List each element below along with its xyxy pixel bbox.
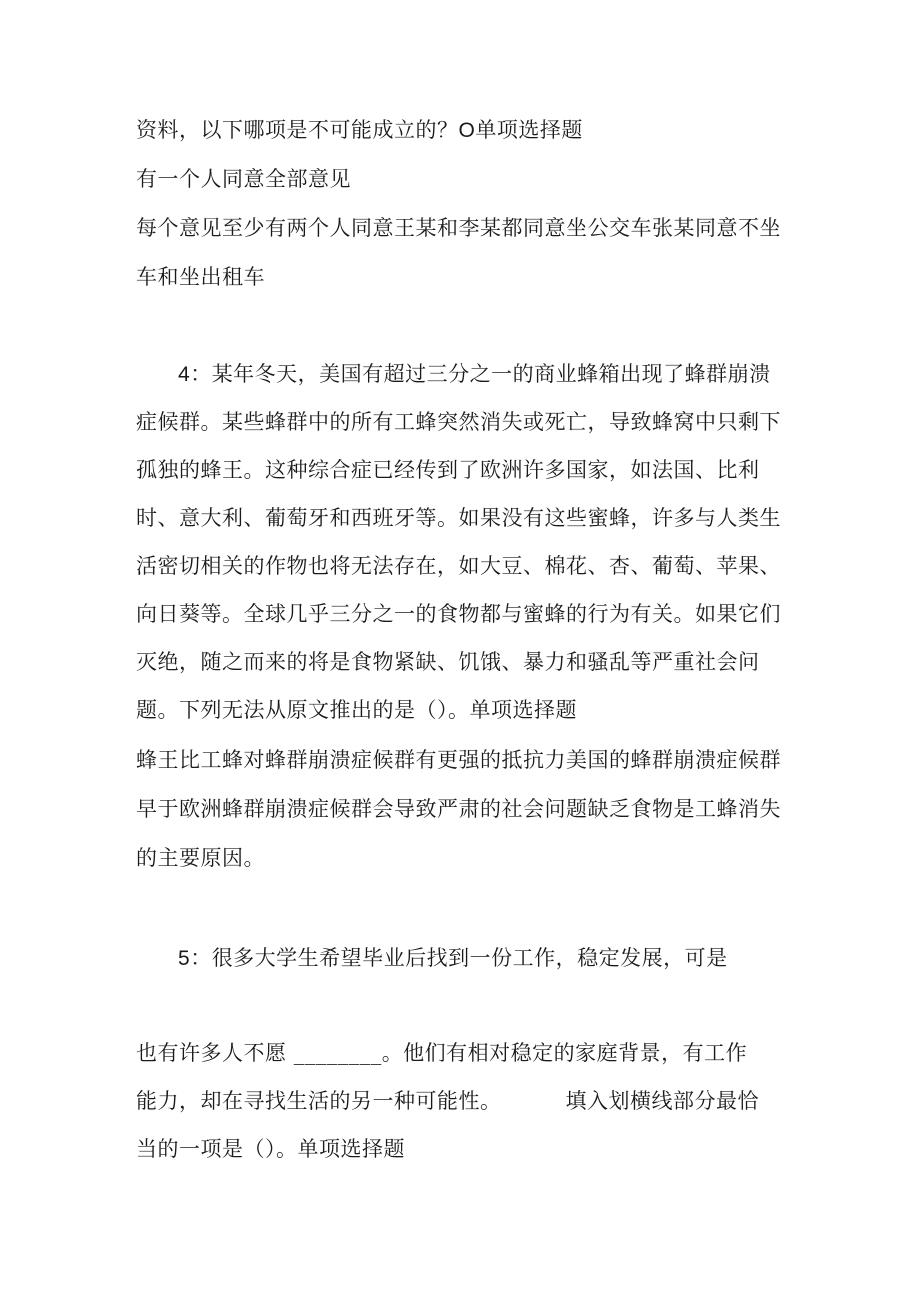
q4-number: 4 (178, 363, 191, 386)
q5-line3-post: 填入划横线部分最恰 (565, 1089, 759, 1113)
q4-stem-first-text: 某年冬天，美国有超过三分之一的商业蜂箱出现了蜂群崩溃 (211, 362, 771, 386)
q5-line2-post: 。他们有相对稳定的家庭背景，有工作 (381, 1041, 748, 1065)
q5-line2-pre: 也有许多人不愿 (136, 1041, 287, 1065)
q5-line3-pre: 能力，却在寻找生活的另一种可能性。 (136, 1089, 502, 1113)
q4-stem-line: 向日葵等。全球几乎三分之一的食物都与蜜蜂的行为有关。如果它们 (136, 602, 781, 626)
q4-stem-line: 灭绝，随之而来的将是食物紧缺、饥饿、暴力和骚乱等严重社会问 (136, 650, 760, 674)
q4-stem-line: 题。下列无法从原文推出的是（）。单项选择题 (136, 698, 577, 722)
q4-stem-first-line (178, 360, 771, 389)
q5-stem-line-4: 当的一项是（）。单项选择题 (136, 1137, 405, 1161)
q3-option-line: 每个意见至少有两个人同意王某和李某都同意坐公交车张某同意不坐 (136, 216, 781, 240)
q3-option-marker: O (458, 119, 476, 142)
q5-fill-blank: ________ (293, 1041, 382, 1065)
q4-separator: ： (190, 362, 212, 386)
q5-stem-line-2 (136, 1039, 747, 1067)
q3-option-line: 车和坐出租车 (136, 265, 265, 289)
q4-stem-line: 症候群。某些蜂群中的所有工蜂突然消失或死亡，导致蜂窝中只剩下 (136, 410, 781, 434)
q4-option-line: 蜂王比工蜂对蜂群崩溃症候群有更强的抵抗力美国的蜂群崩溃症候群 (136, 748, 781, 772)
q4-stem-line: 时、意大利、葡萄牙和西班牙等。如果没有这些蜜蜂，许多与人类生 (136, 506, 781, 530)
q3-tail-text: 资料，以下哪项是不可能成立的？ (136, 118, 459, 142)
q5-stem-first-line (178, 944, 728, 973)
q5-stem-line-3 (136, 1087, 759, 1115)
q5-stem-first-text: 很多大学生希望毕业后找到一份工作，稳定发展，可是 (211, 946, 728, 970)
q3-option-line: 有一个人同意全部意见 (136, 167, 351, 191)
q4-stem-line: 活密切相关的作物也将无法存在，如大豆、棉花、杏、葡萄、苹果、 (136, 554, 781, 578)
q3-question-tail (136, 116, 583, 145)
q3-question-type: 单项选择题 (475, 118, 583, 142)
q5-number: 5 (178, 947, 191, 970)
q4-option-line: 的主要原因。 (136, 846, 265, 870)
q4-stem-line: 孤独的蜂王。这种综合症已经传到了欧洲许多国家，如法国、比利 (136, 458, 760, 482)
q4-option-line: 早于欧洲蜂群崩溃症候群会导致严肃的社会问题缺乏食物是工蜂消失 (136, 797, 781, 821)
q5-separator: ： (190, 946, 212, 970)
